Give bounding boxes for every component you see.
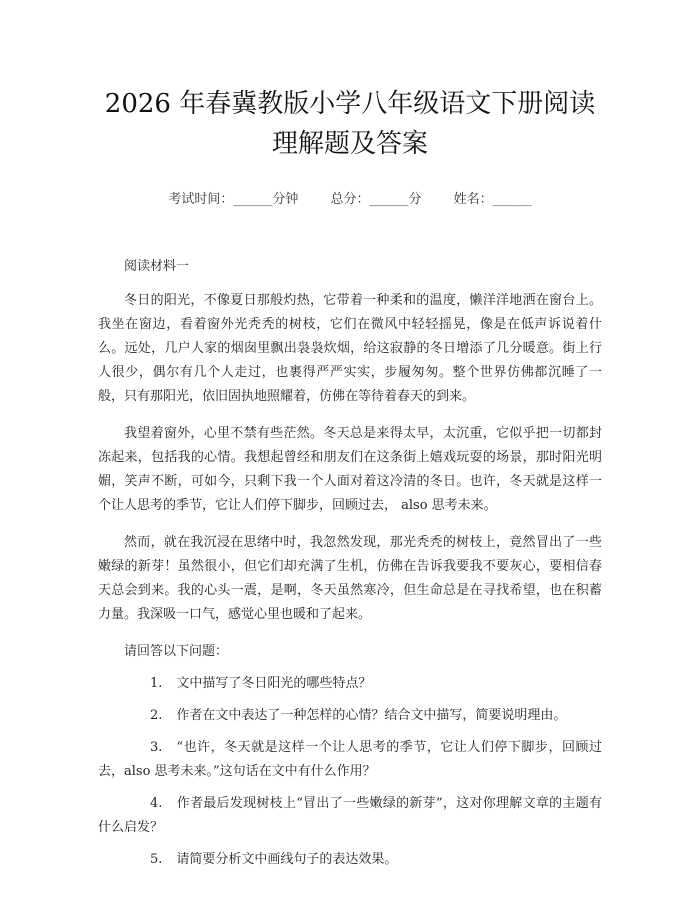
question-item [98,704,602,728]
question-number: 2. [150,708,163,723]
paragraph: 我望着窗外，心里不禁有些茫然。冬天总是来得太早，太沉重，它似乎把一切都封冻起来，包括我的心情。我想起曾经和朋友们在这条街上嬉戏玩耍的场景，那时阳光明媚，笑声不断，可如今，只剩下我一个人面对着这冷清的冬日。也许，冬天就是这样一个让人思考的季节，它让人们停下脚步，回顾过去， also 思考未来。 [98,426,602,513]
section-heading: 阅读材料一 [124,259,190,274]
question-number: 1. [150,676,163,691]
question-number: 4. [150,796,163,811]
questions-prompt: 请回答以下问题： [124,644,229,659]
question-item [98,736,602,784]
name-field: 姓名：______ [453,192,532,207]
question-number: 5. [150,852,163,867]
question-item [98,792,602,840]
question-text: 作者在文中表达了一种怎样的心情？结合文中描写，简要说明理由。 [176,708,567,723]
exam-time-field: 考试时间：______分钟 [168,192,299,207]
question-number: 3. [150,740,163,755]
question-text: 文中描写了冬日阳光的哪些特点？ [176,676,372,691]
paragraph: 然而，就在我沉浸在思绪中时，我忽然发现，那光秃秃的树枝上，竟然冒出了一些嫩绿的新芽！虽然很小，但它们却充满了生机，仿佛在告诉我要我不要灰心，要相信春天总会到来。我的心头一震，是啊，冬天虽然寒冷，但生命总是在寻找希望，也在积蓄力量。我深吸一口气，感觉心里也暖和了起来。 [98,535,602,622]
total-score-field: 总分：______分 [330,192,422,207]
question-text: 请简要分析文中画线句子的表达效果。 [176,852,398,867]
question-text: 作者最后发现树枝上“冒出了一些嫩绿的新芽”，这对你理解文章的主题有什么启发？ [98,796,602,835]
paragraph: 冬日的阳光，不像夏日那般灼热，它带着一种柔和的温度，懒洋洋地洒在窗台上。我坐在窗边，看着窗外光秃秃的树枝，它们在微风中轻轻摇晃，像是在低声诉说着什么。远处，几户人家的烟囱里飘出袅袅炊烟，给这寂静的冬日增添了几分暖意。街上行人很少，偶尔有几个人走过，也裹得严严实实，步履匆匆。整个世界仿佛都沉睡了一般，只有那阳光，依旧固执地照耀着，仿佛在等待着春天的到来。 [98,293,602,404]
question-item [98,672,602,696]
page-title: 2026 年春冀教版小学八年级语文下册阅读理解题及答案 [104,89,596,159]
question-text: “也许，冬天就是这样一个让人思考的季节，它让人们停下脚步，回顾过去，also 思考未来。”这句话在文中有什么作用？ [98,740,602,779]
exam-meta [98,190,602,210]
question-item [98,848,602,872]
